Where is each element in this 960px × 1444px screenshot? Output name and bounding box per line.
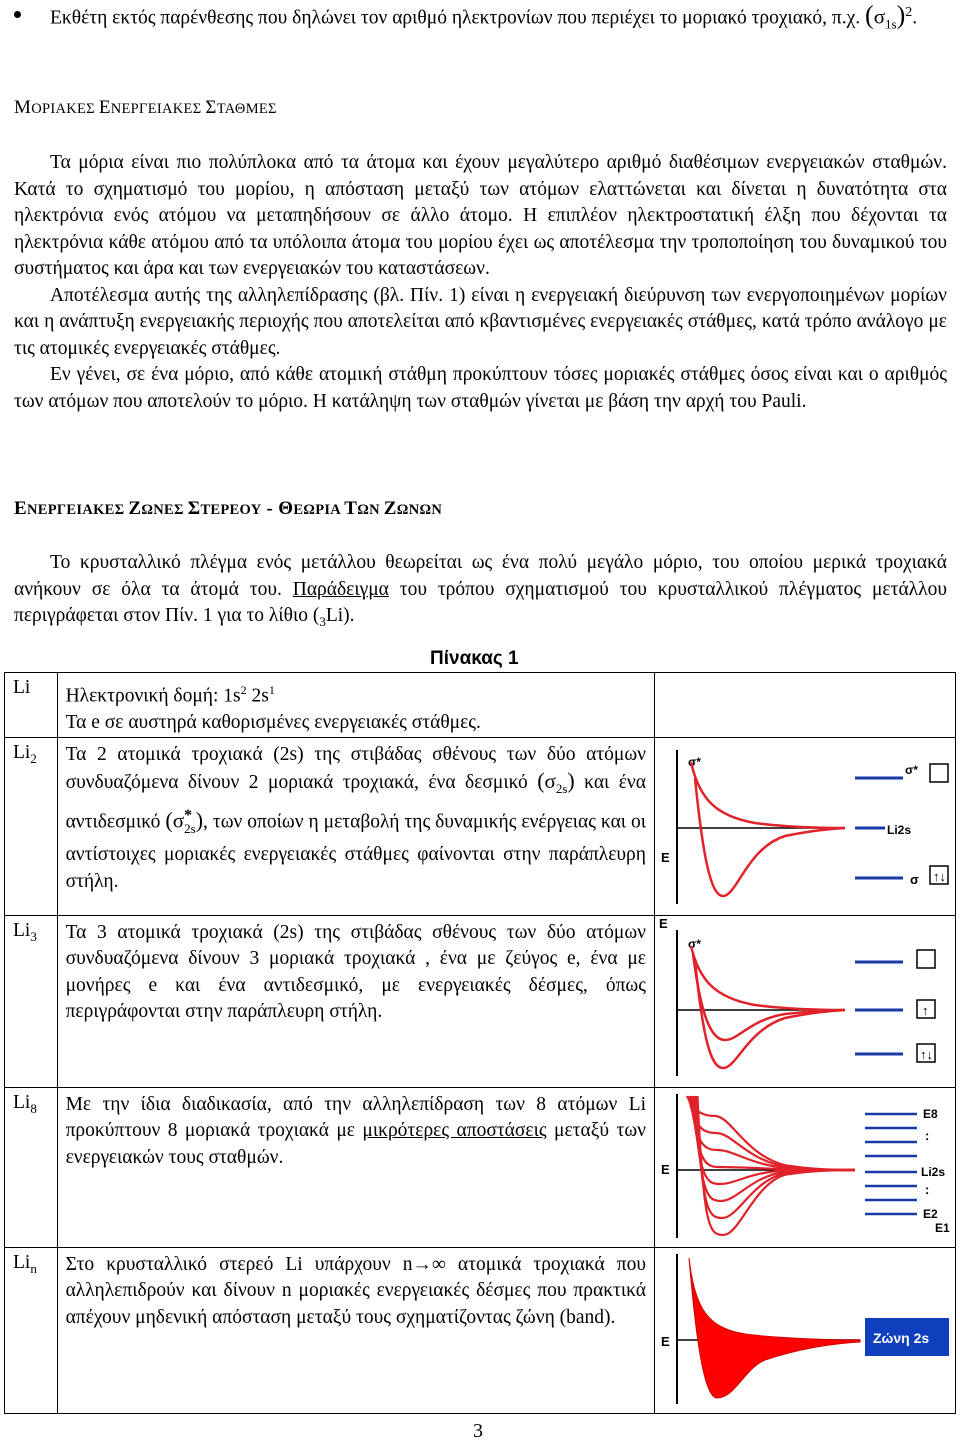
axis-label-e: E: [658, 915, 668, 931]
energy-curve: [696, 1096, 855, 1218]
label-sigma-star: σ*: [687, 754, 701, 769]
section1-body: [14, 150, 947, 415]
axis-label-e: E: [660, 1333, 670, 1349]
bonding-curve: [695, 960, 845, 1068]
table-row: [5, 673, 956, 738]
band-region: [689, 1258, 860, 1398]
section-heading-molecular-levels: ΜΟΡΙΑΚΕΣ ΕΝΕΡΓΕΙΑΚΕΣ ΣΤΑΘΜΕΣ: [14, 97, 277, 118]
li8-curves: [687, 1096, 855, 1235]
li2-energy-diagram: [655, 738, 955, 910]
smaller-distances-link[interactable]: μικρότερες αποστάσεις: [362, 1120, 547, 1141]
bonding-curve: [695, 778, 845, 896]
paragraph: Τα μόρια είναι πιο πολύπλοκα από τα άτομα και έχουν μεγαλύτερο αριθμό διαθέσιμων ενεργειακών σταθμών. Κατά το σχηματισμό του μορίου, η απόσταση μεταξύ των ατόμων ελαττώνεται και δίνεται η δυνατότητα στα ηλεκτρόνια ενός ατόμου να μεταπηδήσουν σε άλλο άτομο. Η επιπλέον ηλεκτροστατική έλξη που δέχονται τα ηλεκτρόνια κάθε ατόμου από τα υπόλοιπα άτομα του μορίου έχει ως αποτέλεσμα την τροποποίηση του δυναμικού του συστήματος και άρα και των ενεργειακών του καταστάσεων.: [14, 152, 947, 279]
spin-up-down: ↑↓: [932, 868, 946, 884]
axis-label-e: E: [660, 849, 670, 865]
paragraph: Εν γένει, σε ένα μόριο, από κάθε ατομική στάθμη προκύπτουν τόσες μοριακές στάθμες όσος είναι και ο αριθμός των ατόμων που αποτελούν το μόριο. Η κατάληψη των σταθμών γίνεται με βάση την αρχή του Pauli.: [14, 364, 947, 412]
figure-li8: [654, 1087, 955, 1247]
antibonding-curve: [691, 762, 845, 828]
figure-lin: [654, 1247, 955, 1413]
bullet-text: Εκθέτη εκτός παρένθεσης που δηλώνει τον αριθμό ηλεκτρονίων που περιέχει το μοριακό τροχιακό, π.χ. $(\sigma_{1s})^2$.: [50, 0, 918, 32]
label-e8: E8: [922, 1106, 938, 1121]
paragraph: Αποτέλεσμα αυτής της αλληλεπίδρασης (βλ. Πίν. 1) είναι η ενεργειακή διεύρυνση των ενεργοποιημένων μορίων και η ανάπτυξη ενεργειακής περιοχής που αποτελείται από κβαντισμένες ενεργειακές στάθμες, κατά τρόπο ανάλογο με τις ατομικές ενεργειακές στάθμες.: [14, 284, 947, 359]
spin-up-down: ↑↓: [919, 1046, 933, 1062]
empty-box: [917, 950, 935, 968]
paragraph: Το κρυσταλλικό πλέγμα ενός μετάλλου θεωρείται ως ένα πολύ μεγάλο μόριο, του οποίου μερικά τροχιακά ανήκουν σε όλα τα άτομά του. Παράδειγμα του τρόπου σχηματισμού του κρυσταλλικού πλέγματος μετάλλου περιγράφεται στον Πίν. 1 για το λίθιο $(_3Li)$.: [14, 552, 947, 629]
middle-curve: [693, 954, 845, 1040]
page-number: 3: [473, 1420, 483, 1442]
example-link[interactable]: Παράδειγμα: [292, 578, 389, 600]
row-text: Ηλεκτρονική δομή: $1s^2$ $2s^1$ Τα e σε αυστηρά καθορισμένες ενεργειακές στάθμες.: [57, 673, 654, 738]
table-row: [5, 915, 956, 1087]
bullet-dot: [14, 11, 21, 18]
row-label: $Li_2$: [5, 737, 58, 915]
section-heading-band-theory: ΕΝΕΡΓΕΙΑΚΕΣ ΖΩΝΕΣ ΣΤΕΡΕΟΥ - ΘΕΩΡΙΑ ΤΩΝ ΖΩΝΩΝ: [14, 498, 443, 519]
bullet-item: [14, 0, 944, 38]
spin-up: ↑: [921, 1002, 929, 1018]
row-label: Li: [5, 673, 58, 738]
li3-energy-diagram: [655, 916, 955, 1082]
label-sigma-right: σ: [909, 871, 919, 887]
table-row: [5, 737, 956, 915]
energy-curve: [694, 1096, 855, 1201]
li8-energy-diagram: [655, 1088, 955, 1242]
figure-li2: [654, 737, 955, 915]
energy-curve: [688, 1096, 855, 1170]
row-text: Τα 2 ατομικά τροχιακά (2s) της στιβάδας σθένους των δύο ατόμων συνδυαζόμενα δίνουν 2 μοριακά τροχιακά, ένα δεσμικό $(\sigma_{2s})$ και ένα αντιδεσμικό $(\sigma^*_{2s})$, των οποίων η μεταβολή της δυναμικής ενέργειας και οι αντίστοιχες μοριακές ενεργειακές στάθμες φαίνονται στην παράπλευρη στήλη.: [57, 737, 654, 915]
dots: :: [924, 1127, 930, 1143]
row-text: Στο κρυσταλλικό στερεό Li υπάρχουν n→∞ ατομικά τροχιακά που αλληλεπιδρούν και δίνουν n μοριακές ενεργειακές δέσμες που πρακτικά απέχουν μηδενική απόσταση μεταξύ τους σχηματίζοντας ζώνη (band).: [57, 1247, 654, 1413]
label-e2: E2: [922, 1206, 938, 1221]
antibonding-curve: [691, 946, 845, 1010]
label-sigma-star-right: σ*: [904, 762, 918, 777]
row-text: Τα 3 ατομικά τροχιακά (2s) της στιβάδας σθένους των δύο ατόμων συνδυαζόμενα δίνουν 3 μοριακά τροχιακά , ένα με ζεύγος e, ένα με μονήρες e και ένα αντιδεσμικό, με ενεργειακές δέσμες, όπως περιγράφονται στην παράπλευρη στήλη.: [57, 915, 654, 1087]
table-row: [5, 1087, 956, 1247]
section2-body: [14, 550, 947, 635]
table-caption: Πίνακας 1: [430, 648, 519, 669]
dots: :: [924, 1181, 930, 1197]
band-label: Ζώνη 2s: [872, 1329, 930, 1346]
lin-band-diagram: [655, 1248, 955, 1408]
row-label: $Li_3$: [5, 915, 58, 1087]
figure-li3: [654, 915, 955, 1087]
label-li2s: Li2s: [886, 822, 911, 837]
label-e1: E1: [934, 1220, 950, 1235]
row-label: $Li_n$: [5, 1247, 58, 1413]
label-li2s: Li2s: [920, 1164, 945, 1179]
row-text: Με την ίδια διαδικασία, από την αλληλεπίδραση των 8 ατόμων Li προκύπτουν 8 μοριακά τροχιακά με μικρότερες αποστάσεις μεταξύ των ενεργειακών τους σταθμών.: [57, 1087, 654, 1247]
row-label: $Li_8$: [5, 1087, 58, 1247]
table-row: [5, 1247, 956, 1413]
axis-label-e: E: [660, 1161, 670, 1177]
label-sigma-star: σ*: [687, 936, 701, 951]
lithium-table: [4, 672, 956, 1414]
empty-box: [930, 764, 948, 782]
